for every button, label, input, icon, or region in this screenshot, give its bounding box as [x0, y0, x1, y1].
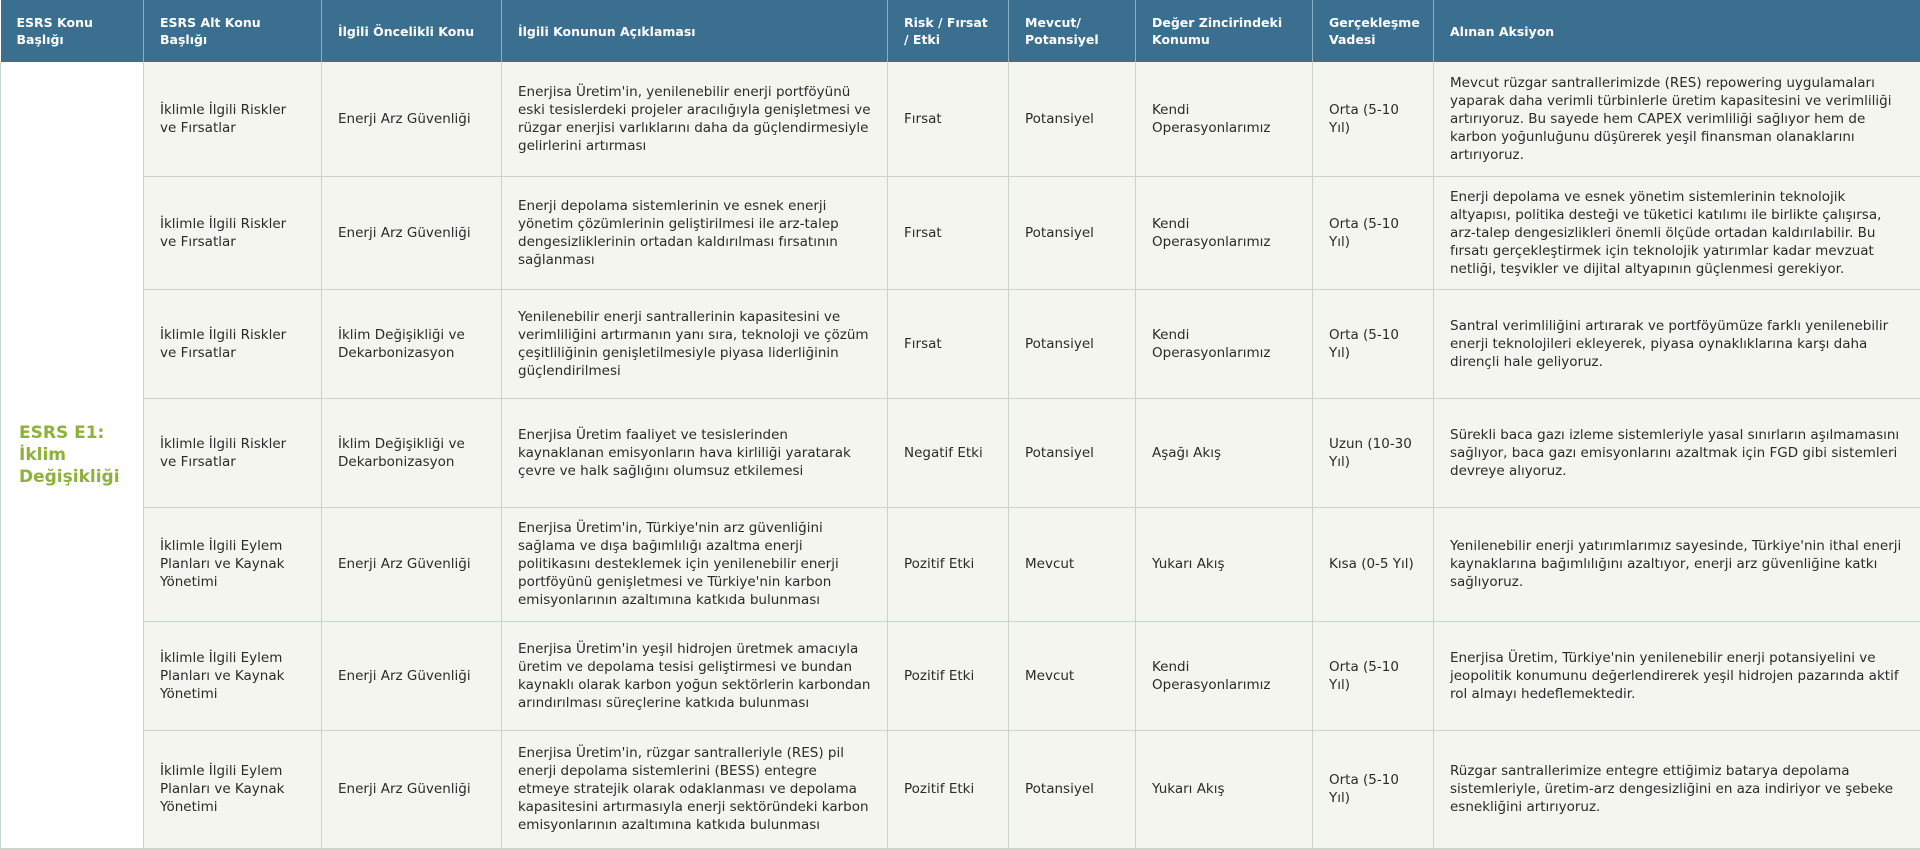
action-cell: Enerji depolama ve esnek yönetim sistemlerinin teknolojik altyapısı, politika desteği ve tüketici katılımı ile birlikte çalışırsa, arz-talep dengesizlikleri önemli ölçüde ortadan kaldırılabilir. Bu fırsatı gerçekleştirmek için teknolojik yatırımlar kadar mevzuat netliği, teşvikler ve dijital altyapının güçlenmesi gerekiyor. — [1434, 176, 1920, 289]
subtopic-cell: İklimle İlgili Eylem Planları ve Kaynak Yönetimi — [144, 507, 322, 621]
value-chain-cell: Kendi Operasyonlarımız — [1136, 176, 1313, 289]
status-cell: Potansiyel — [1009, 289, 1136, 398]
value-chain-cell: Kendi Operasyonlarımız — [1136, 621, 1313, 730]
term-cell: Orta (5-10 Yıl) — [1313, 621, 1434, 730]
value-chain-cell: Kendi Operasyonlarımız — [1136, 62, 1313, 176]
col-header-value-chain: Değer Zincirindeki Konumu — [1136, 0, 1313, 62]
priority-cell: Enerji Arz Güvenliği — [322, 176, 502, 289]
priority-cell: İklim Değişikliği ve Dekarbonizasyon — [322, 398, 502, 507]
status-cell: Mevcut — [1009, 621, 1136, 730]
term-cell: Kısa (0-5 Yıl) — [1313, 507, 1434, 621]
action-cell: Sürekli baca gazı izleme sistemleriyle yasal sınırların aşılmamasını sağlıyor, baca gazı emisyonlarını azaltmak için FGD gibi sistemleri devreye alıyoruz. — [1434, 398, 1920, 507]
subtopic-cell: İklimle İlgili Eylem Planları ve Kaynak Yönetimi — [144, 621, 322, 730]
type-cell: Pozitif Etki — [888, 730, 1009, 848]
table-row — [1, 398, 1920, 507]
description-cell: Enerji depolama sistemlerinin ve esnek enerji yönetim çözümlerinin geliştirilmesi ile arz-talep dengesizliklerinin ortadan kaldırılması fırsatının sağlanması — [502, 176, 888, 289]
action-cell: Rüzgar santrallerimize entegre ettiğimiz batarya depolama sistemleriyle, üretim-arz dengesizliğini en aza indiriyor ve şebeke esnekliğini artırıyoruz. — [1434, 730, 1920, 848]
status-cell: Potansiyel — [1009, 730, 1136, 848]
action-cell: Enerjisa Üretim, Türkiye'nin yenilenebilir enerji potansiyelini ve jeopolitik konumunu değerlendirerek yeşil hidrojen pazarında aktif rol almayı hedeflemektedir. — [1434, 621, 1920, 730]
type-cell: Fırsat — [888, 289, 1009, 398]
table-row — [1, 62, 1920, 176]
status-cell: Mevcut — [1009, 507, 1136, 621]
description-cell: Yenilenebilir enerji santrallerinin kapasitesini ve verimliliğini artırmanın yanı sıra, teknoloji ve çözüm çeşitliliğinin genişletilmesiyle piyasa liderliğinin güçlendirilmesi — [502, 289, 888, 398]
value-chain-cell: Aşağı Akış — [1136, 398, 1313, 507]
description-cell: Enerjisa Üretim'in, Türkiye'nin arz güvenliğini sağlama ve dışa bağımlılığı azaltma enerji politikasını desteklemek için yenilenebilir enerji portföyünü genişletmesi ve Türkiye'nin karbon emisyonlarının azaltımına katkıda bulunması — [502, 507, 888, 621]
col-header-time-horizon: Gerçekleşme Vadesi — [1313, 0, 1434, 62]
subtopic-cell: İklimle İlgili Riskler ve Fırsatlar — [144, 398, 322, 507]
type-cell: Pozitif Etki — [888, 621, 1009, 730]
value-chain-cell: Kendi Operasyonlarımız — [1136, 289, 1313, 398]
value-chain-cell: Yukarı Akış — [1136, 730, 1313, 848]
subtopic-cell: İklimle İlgili Eylem Planları ve Kaynak Yönetimi — [144, 730, 322, 848]
action-cell: Mevcut rüzgar santrallerimizde (RES) repowering uygulamaları yaparak daha verimli türbinlerle üretim kapasitesini ve verimliliği artırıyoruz. Bu sayede hem CAPEX verimliliği sağlıyor hem de karbon yoğunluğunu düşürerek yeşil finansman olanaklarını artırıyoruz. — [1434, 62, 1920, 176]
table-row — [1, 289, 1920, 398]
term-cell: Orta (5-10 Yıl) — [1313, 62, 1434, 176]
table-row — [1, 730, 1920, 848]
col-header-esrs-topic: ESRS Konu Başlığı — [1, 0, 144, 62]
esrs-topic-cell: ESRS E1: İklim Değişikliği — [1, 62, 144, 848]
type-cell: Fırsat — [888, 176, 1009, 289]
description-cell: Enerjisa Üretim'in yeşil hidrojen üretmek amacıyla üretim ve depolama tesisi geliştirmesi ve bundan kaynaklı olarak karbon yoğun sektörlerin karbondan arındırılması süreçlerine katkıda bulunması — [502, 621, 888, 730]
term-cell: Orta (5-10 Yıl) — [1313, 730, 1434, 848]
col-header-risk-opportunity-impact: Risk / Fırsat / Etki — [888, 0, 1009, 62]
action-cell: Yenilenebilir enerji yatırımlarımız sayesinde, Türkiye'nin ithal enerji kaynaklarına bağımlılığını azaltıyor, enerji arz güvenliğine katkı sağlıyoruz. — [1434, 507, 1920, 621]
term-cell: Orta (5-10 Yıl) — [1313, 176, 1434, 289]
type-cell: Fırsat — [888, 62, 1009, 176]
description-cell: Enerjisa Üretim'in, rüzgar santralleriyle (RES) pil enerji depolama sistemlerini (BESS) entegre etmeye stratejik olarak odaklanması ve depolama kapasitesini artırmasıyla enerji sektöründeki karbon emisyonlarının azaltımına katkıda bulunması — [502, 730, 888, 848]
col-header-description: İlgili Konunun Açıklaması — [502, 0, 888, 62]
term-cell: Orta (5-10 Yıl) — [1313, 289, 1434, 398]
subtopic-cell: İklimle İlgili Riskler ve Fırsatlar — [144, 176, 322, 289]
col-header-esrs-subtopic: ESRS Alt Konu Başlığı — [144, 0, 322, 62]
status-cell: Potansiyel — [1009, 176, 1136, 289]
type-cell: Negatif Etki — [888, 398, 1009, 507]
status-cell: Potansiyel — [1009, 398, 1136, 507]
description-cell: Enerjisa Üretim faaliyet ve tesislerinden kaynaklanan emisyonların hava kirliliği yaratarak çevre ve halk sağlığını olumsuz etkilemesi — [502, 398, 888, 507]
term-cell: Uzun (10-30 Yıl) — [1313, 398, 1434, 507]
table-row — [1, 507, 1920, 621]
col-header-action: Alınan Aksiyon — [1434, 0, 1920, 62]
priority-cell: Enerji Arz Güvenliği — [322, 507, 502, 621]
priority-cell: Enerji Arz Güvenliği — [322, 62, 502, 176]
priority-cell: İklim Değişikliği ve Dekarbonizasyon — [322, 289, 502, 398]
col-header-actual-potential: Mevcut/ Potansiyel — [1009, 0, 1136, 62]
action-cell: Santral verimliliğini artırarak ve portföyümüze farklı yenilenebilir enerji teknolojileri ekleyerek, piyasa oynaklıklarına karşı daha dirençli hale geliyoruz. — [1434, 289, 1920, 398]
subtopic-cell: İklimle İlgili Riskler ve Fırsatlar — [144, 62, 322, 176]
col-header-priority-topic: İlgili Öncelikli Konu — [322, 0, 502, 62]
value-chain-cell: Yukarı Akış — [1136, 507, 1313, 621]
type-cell: Pozitif Etki — [888, 507, 1009, 621]
priority-cell: Enerji Arz Güvenliği — [322, 621, 502, 730]
table-row — [1, 621, 1920, 730]
description-cell: Enerjisa Üretim'in, yenilenebilir enerji portföyünü eski tesislerdeki projeler aracılığıyla genişletmesi ve rüzgar enerjisi varlıklarını daha da güçlendirmesiyle gelirlerini artırması — [502, 62, 888, 176]
header-row — [1, 0, 1920, 62]
status-cell: Potansiyel — [1009, 62, 1136, 176]
subtopic-cell: İklimle İlgili Riskler ve Fırsatlar — [144, 289, 322, 398]
table-row — [1, 176, 1920, 289]
priority-cell: Enerji Arz Güvenliği — [322, 730, 502, 848]
